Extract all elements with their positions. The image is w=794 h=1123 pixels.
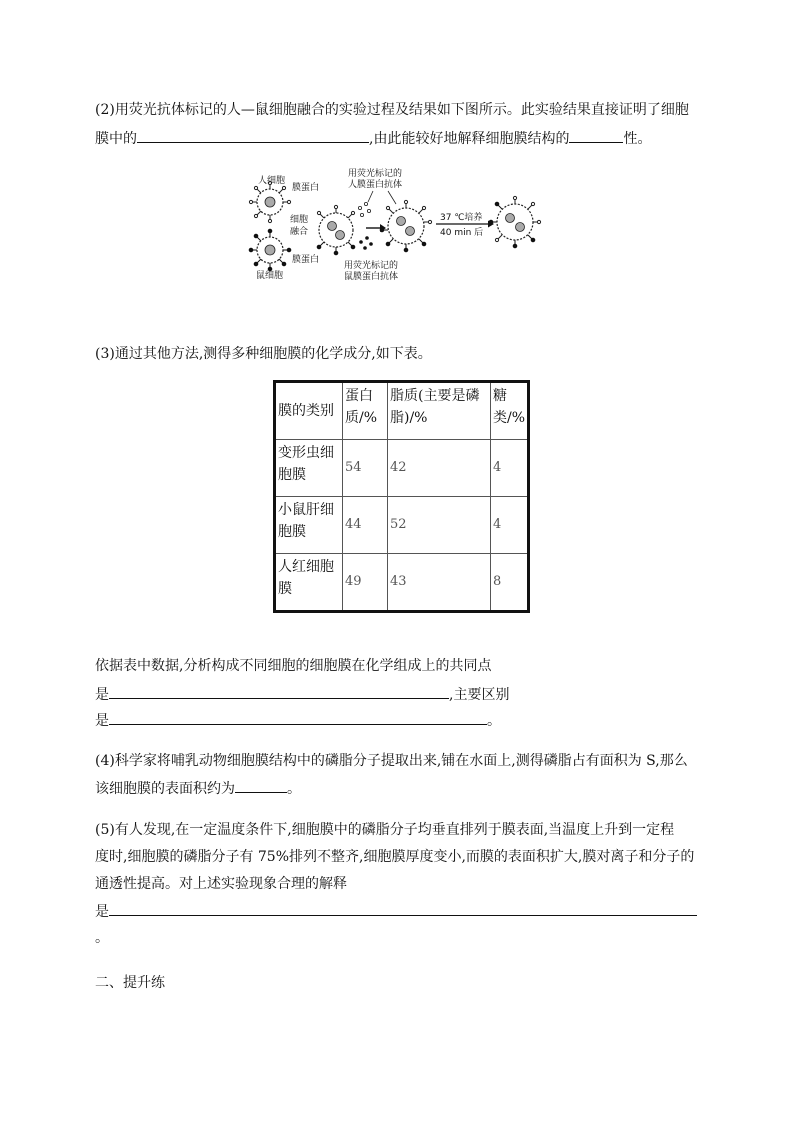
q3-intro: (3)通过其他方法,测得多种细胞膜的化学成分,如下表。 [95,346,432,362]
q5-line4 [95,901,697,922]
label-mouse-antibody-1: 用荧光标记的 [344,261,399,271]
fused-cell-drawing [317,205,355,254]
row-sugar: 8 [491,554,529,612]
row-protein: 44 [343,497,388,554]
answer-blank-main-difference[interactable] [109,710,487,725]
answer-blank-surface-area[interactable] [235,778,287,793]
header-lipid: 脂质(主要是磷脂)/% [388,382,491,440]
label-fusion-2: 融合 [290,227,309,237]
row-name: 小鼠肝细胞膜 [275,497,343,554]
row-name: 变形虫细胞膜 [275,440,343,497]
q3-common-line [95,684,509,705]
answer-blank-explanation[interactable] [109,901,697,916]
label-human-cell: 人细胞 [258,176,286,186]
row-protein: 49 [343,554,388,612]
q4-line1: (4)科学家将哺乳动物细胞膜结构中的磷脂分子提取出来,铺在水面上,测得磷脂占有面积为 S,那么 [95,753,688,769]
header-sugar: 糖类/% [491,382,529,440]
answer-blank-membrane-property[interactable] [569,128,623,143]
final-cell-drawing [489,196,540,247]
q4-line2-prefix: 该细胞膜的表面积约为 [95,781,235,797]
labeled-cell-drawing [380,200,431,251]
q2-line1: (2)用荧光抗体标记的人—鼠细胞融合的实验过程及结果如下图所示。此实验结果直接证明了细胞 [95,102,689,118]
label-fusion-1: 细胞 [290,215,309,225]
header-membrane-type: 膜的类别 [275,382,343,440]
section-title: 二、提升练 [95,975,165,991]
row-name: 人红细胞膜 [275,554,343,612]
label-membrane-protein-bottom: 膜蛋白 [292,255,320,265]
table-header-row [275,382,529,440]
label-membrane-protein-top: 膜蛋白 [292,183,320,193]
mouse-antibody-markers [359,236,373,250]
row-lipid: 52 [388,497,491,554]
header-protein: 蛋白质/% [343,382,388,440]
q5-line4-prefix: 是 [95,904,109,920]
q3-common-suffix: ,主要区别 [449,687,510,703]
label-culture-2: 40 min 后 [440,228,484,238]
q5-line3: 通透性提高。对上述实验现象合理的解释 [95,876,347,892]
row-sugar: 4 [491,497,529,554]
answer-blank-membrane-component[interactable] [137,128,369,143]
q2-line2-suffix: 性。 [623,131,652,147]
q4-line2 [95,778,301,799]
q3-diff-prefix: 是 [95,713,109,729]
label-culture-1: 37 ℃培养 [440,213,483,223]
table-row [275,554,529,612]
membrane-composition-table [273,380,530,613]
human-antibody-markers [358,202,370,216]
label-mouse-antibody-2: 鼠膜蛋白抗体 [344,272,399,282]
q5-line5: 。 [95,930,109,946]
table-row [275,497,529,554]
q3-analysis: 依据表中数据,分析构成不同细胞的细胞膜在化学组成上的共同点 [95,658,492,674]
pointer-line [368,191,373,202]
q3-diff-line [95,710,501,731]
row-lipid: 43 [388,554,491,612]
row-sugar: 4 [491,440,529,497]
table-row [275,440,529,497]
label-human-antibody-1: 用荧光标记的 [348,169,403,179]
q3-common-prefix: 是 [95,687,109,703]
label-human-antibody-2: 人膜蛋白抗体 [348,180,403,190]
answer-blank-common-point[interactable] [109,684,449,699]
row-lipid: 42 [388,440,491,497]
q5-line1: (5)有人发现,在一定温度条件下,细胞膜中的磷脂分子均垂直排列于膜表面,当温度上升到一定程 [95,822,675,838]
mouse-cell-drawing [249,229,291,271]
q2-line2 [95,128,651,149]
q2-line2-middle: ,由此能较好地解释细胞膜结构的 [369,131,570,147]
cell-fusion-diagram [248,160,548,290]
q5-line2: 度时,细胞膜的磷脂分子有 75%排列不整齐,细胞膜厚度变小,而膜的表面积扩大,膜对离子和分子的 [95,849,695,865]
pointer-line [388,191,396,204]
cell-fusion-figure [248,160,548,290]
row-protein: 54 [343,440,388,497]
q4-line2-suffix: 。 [287,781,301,797]
q3-diff-suffix: 。 [487,713,501,729]
q2-line2-prefix: 膜中的 [95,131,137,147]
human-cell-drawing [249,181,290,222]
label-mouse-cell: 鼠细胞 [256,271,284,281]
